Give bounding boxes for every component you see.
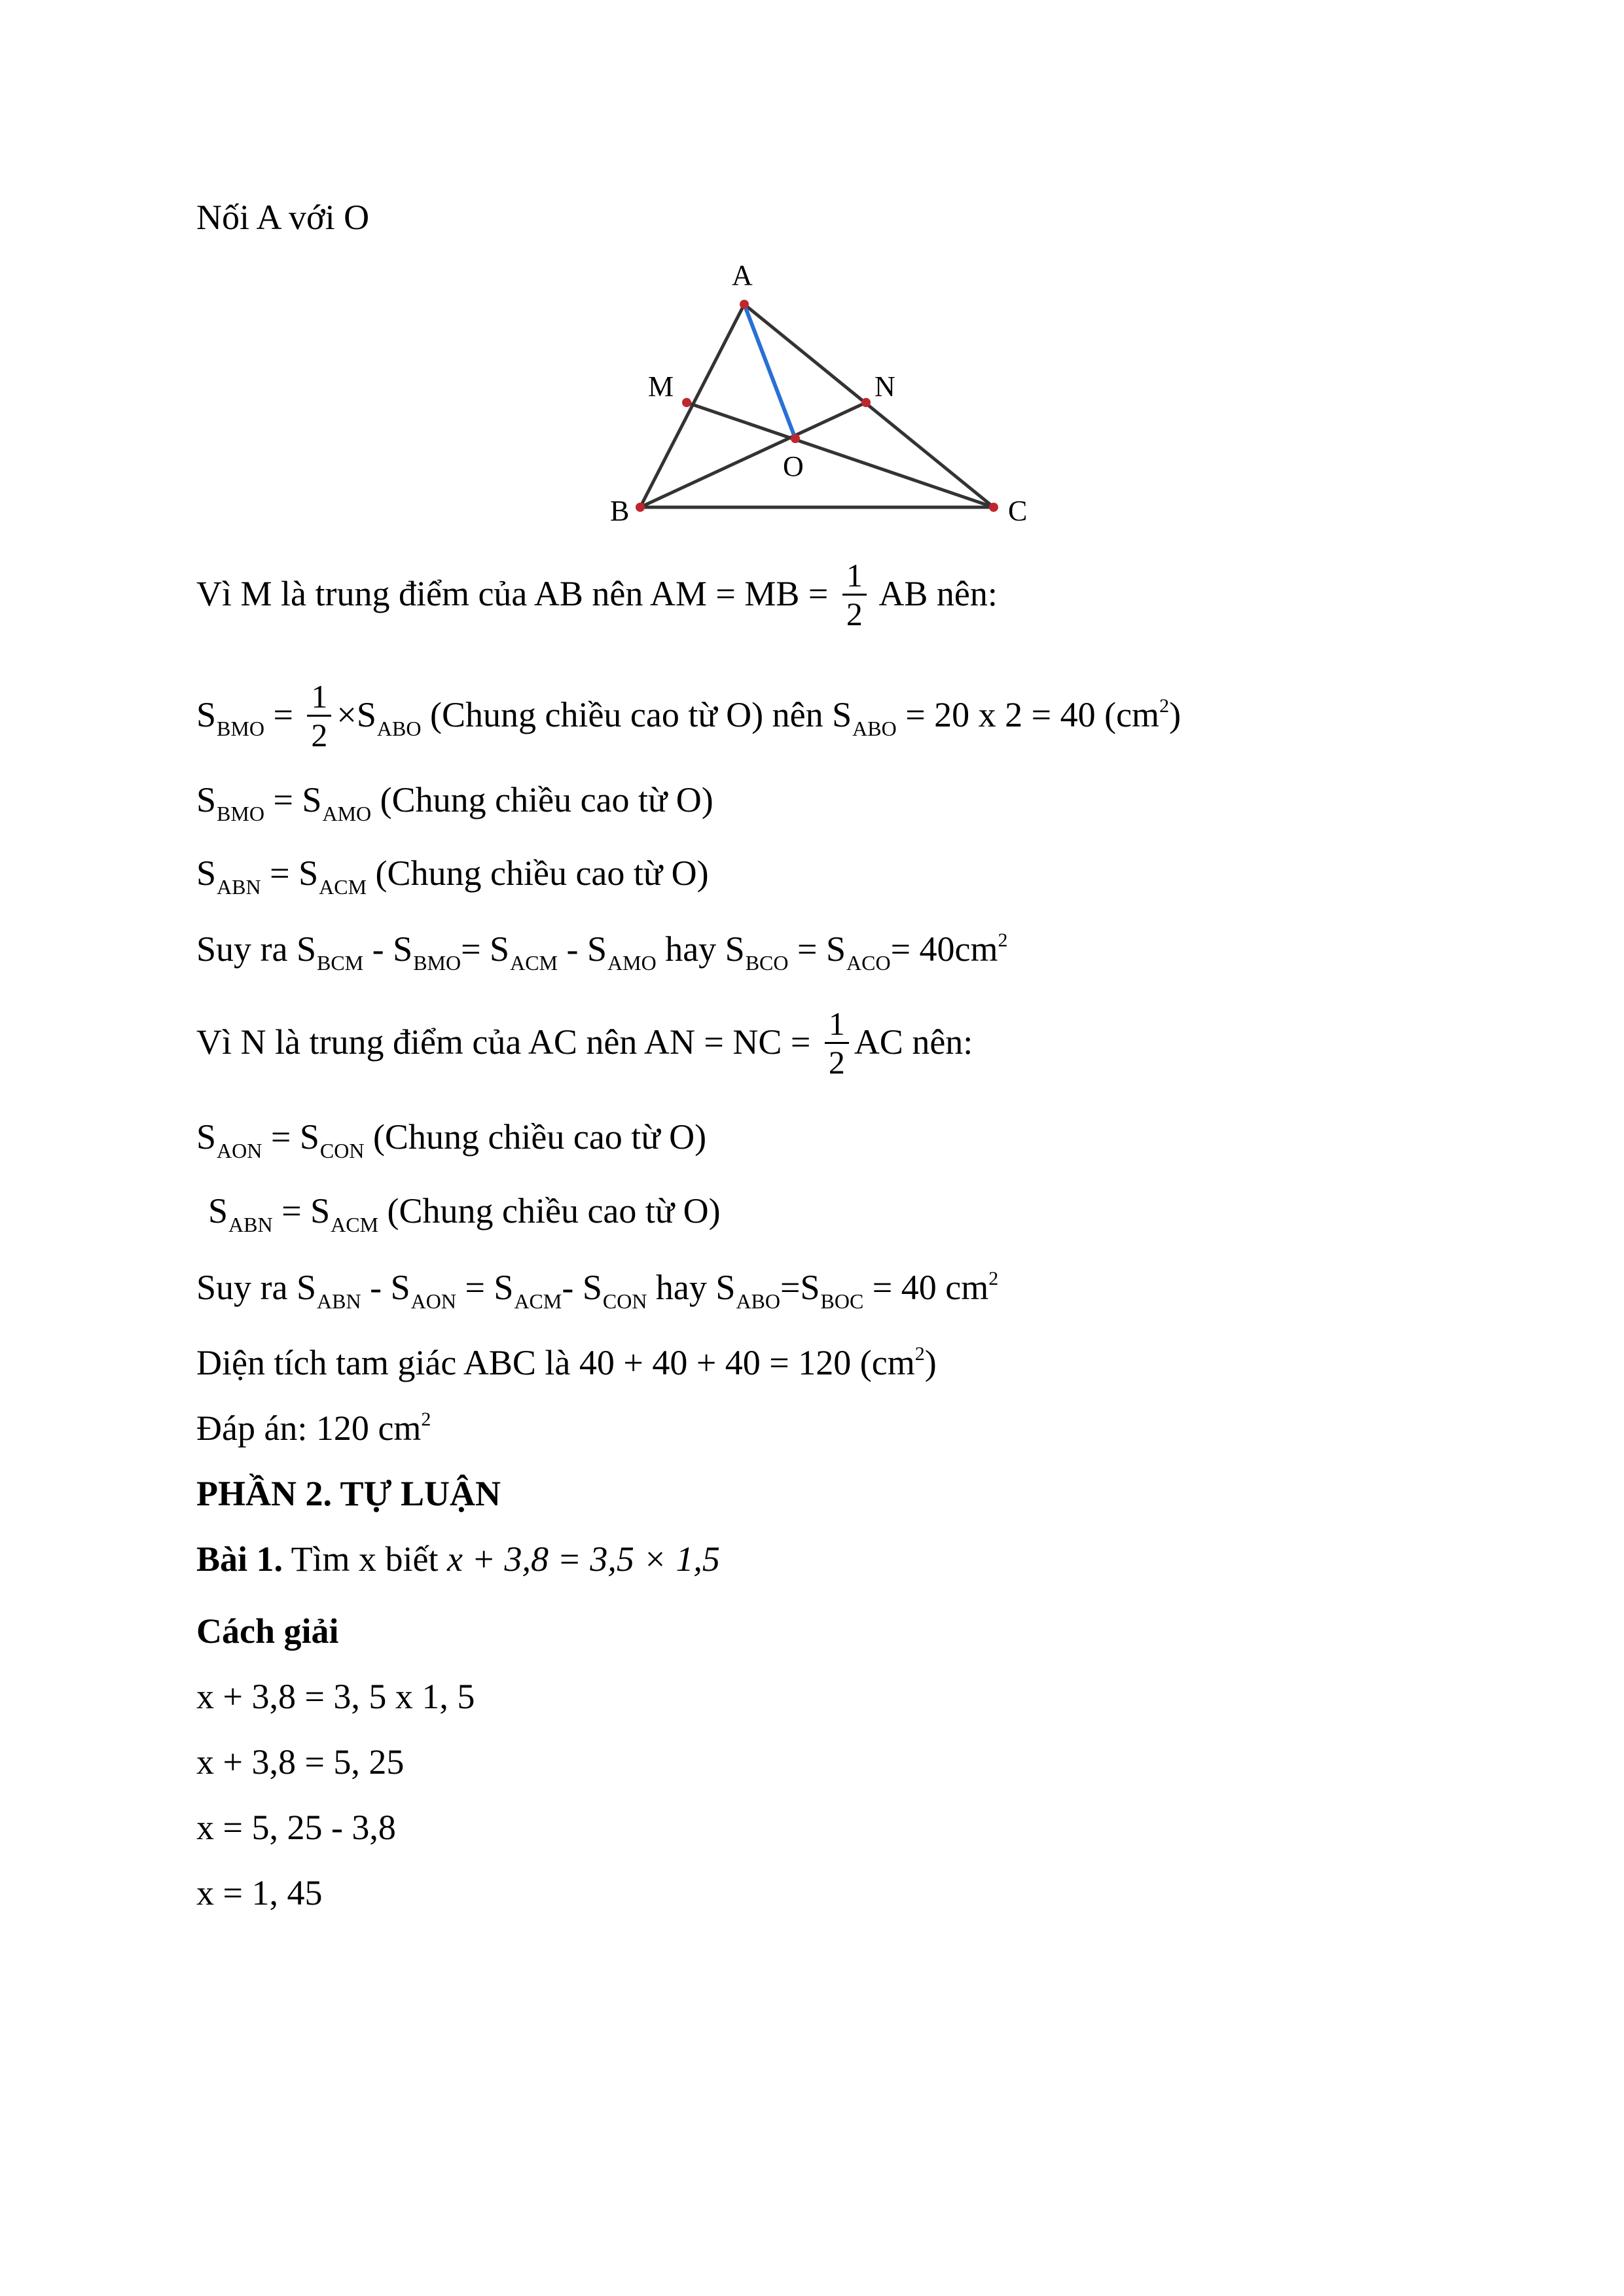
line-aon-con: $S_{AON} = S_{CON}$ (Chung chiều cao từ O) [196,1117,707,1162]
label-o: O [783,450,804,482]
segment-bn [640,403,866,507]
line-total-area: Diện tích tam giác ABC là 40 + 40 + 40 = 120 $(cm^2)$ [196,1343,937,1382]
line-suy-ra-1: Suy ra $S_{BCM} - S_{BMO}= S_{ACM} - S_{AMO}$ hay $S_{BCO} = S_{ACO}= 40cm^2$ [196,929,1008,975]
label-n: N [875,370,895,403]
line-suy-ra-2: Suy ra $S_{ABN} - S_{AON} = S_{ACM}-$ $S_{CON}$ hay $S_{ABO}=S_{BOC} = 40$ $cm^2$ [196,1268,999,1313]
point-n [861,398,871,407]
line-abn-acm: $S_{ABN} = S_{ACM}$ (Chung chiều cao từ O) [196,853,709,899]
line-abn-acm-2: $S_{ABN} = S_{ACM}$ (Chung chiều cao từ O) [208,1191,721,1236]
point-c [989,503,998,512]
segment-mc [687,403,994,507]
intro-line: Nối A với O [196,198,370,237]
label-m: M [648,370,674,403]
fraction-half: $\frac{1}{2}$ [825,1005,849,1081]
solution-step: x + 3,8 = 5, 25 [196,1742,405,1782]
line-area-bmo: $S_{BMO}$ = $\frac{1}{2}$ $\times S_{ABO}$ (Chung chiều cao từ O) nên $S_{ABO} = 20$ x 2 = 40 $(cm^2)$ [196,678,1182,753]
point-a [740,300,749,309]
fraction-half: $\frac{1}{2}$ [842,557,867,632]
solution-step: x = 1, 45 [196,1873,323,1912]
label-a: A [732,259,753,291]
triangle-figure [589,255,1060,537]
exercise-label: Bài 1. [196,1539,283,1579]
point-m [682,398,691,407]
section-heading: PHẦN 2. TỰ LUẬN [196,1474,501,1513]
line-bmo-amo: $S_{BMO} = S_{AMO}$ (Chung chiều cao từ O) [196,780,713,825]
exercise-expression: x + 3,8 = 3,5 × 1,5 [447,1539,720,1579]
line-midpoint-m: Vì M là trung điểm của AB nên AM = MB = $\frac{1}{2}$ AB nên: [196,557,998,632]
solution-step: x = 5, 25 - 3,8 [196,1808,396,1847]
solution-heading: Cách giải [196,1611,339,1651]
line-midpoint-n: Vì N là trung điểm của AC nên AN = NC = $\frac{1}{2}$ AC nên: [196,1005,973,1081]
fraction-half: $\frac{1}{2}$ [307,678,331,753]
label-b: B [610,495,630,527]
exercise-1: Bài 1. Tìm x biết x + 3,8 = 3,5 × 1,5 [196,1539,720,1579]
point-b [636,503,645,512]
solution-step: x + 3,8 = 3, 5 x 1, 5 [196,1677,475,1716]
line-answer: Đáp án: 120 $cm^2$ [196,1408,431,1448]
point-o [791,434,800,443]
label-c: C [1008,495,1028,527]
